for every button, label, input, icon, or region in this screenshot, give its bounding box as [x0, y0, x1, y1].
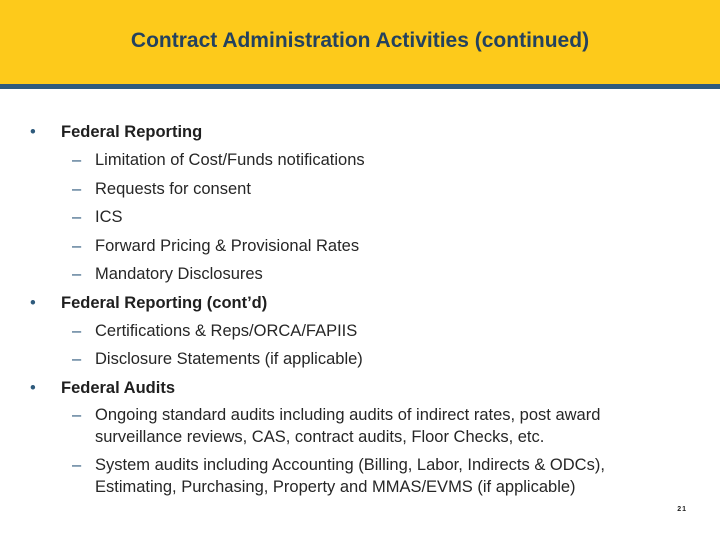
list-item [30, 146, 690, 175]
bullet-icon: • [30, 293, 36, 312]
list-item [30, 203, 690, 232]
list-item-text: Ongoing standard audits including audits of indirect rates, post award surveillance reviews, CAS, contract audits, Floor Checks, etc. [95, 406, 601, 446]
bullet-list [30, 118, 690, 502]
list-item-text: Disclosure Statements (if applicable) [95, 350, 363, 368]
list-item-text: Forward Pricing & Provisional Rates [95, 236, 360, 255]
dash-icon: – [72, 321, 82, 340]
dash-icon: – [72, 208, 82, 226]
list-item [30, 345, 690, 374]
slide-title: Contract Administration Activities (continued) [130, 29, 590, 52]
bullet-icon: • [30, 378, 36, 397]
dash-icon: – [72, 350, 82, 368]
list-item-text: System audits including Accounting (Billing, Labor, Indirects & ODCs), Estimating, Purchasing, Property and MMAS/EVMS (if applicable) [95, 456, 605, 496]
dash-icon: – [72, 179, 82, 198]
page-number: 21 [677, 506, 687, 513]
section-heading-text: Federal Reporting (cont’d) [61, 293, 268, 312]
list-item [30, 402, 690, 452]
list-item-text: ICS [95, 208, 123, 226]
list-item-text: Limitation of Cost/Funds notifications [95, 151, 365, 169]
section-heading [30, 118, 690, 146]
list-item [30, 260, 690, 289]
list-item-text: Certifications & Reps/ORCA/FAPIIS [95, 321, 358, 340]
title-divider [0, 84, 720, 89]
dash-icon: – [72, 456, 82, 474]
title-banner [0, 0, 720, 84]
section-heading [30, 374, 690, 402]
list-item [30, 232, 690, 261]
list-item [30, 175, 690, 204]
dash-icon: – [72, 236, 82, 255]
dash-icon: – [72, 406, 82, 424]
dash-icon: – [72, 265, 82, 283]
list-item-text: Mandatory Disclosures [95, 265, 263, 283]
section-heading-text: Federal Audits [61, 378, 175, 397]
dash-icon: – [72, 151, 82, 169]
list-item-text: Requests for consent [95, 179, 251, 198]
section-heading-text: Federal Reporting [61, 123, 203, 141]
bullet-icon: • [30, 123, 36, 141]
section-heading [30, 289, 690, 317]
list-item [30, 452, 690, 502]
list-item [30, 317, 690, 346]
